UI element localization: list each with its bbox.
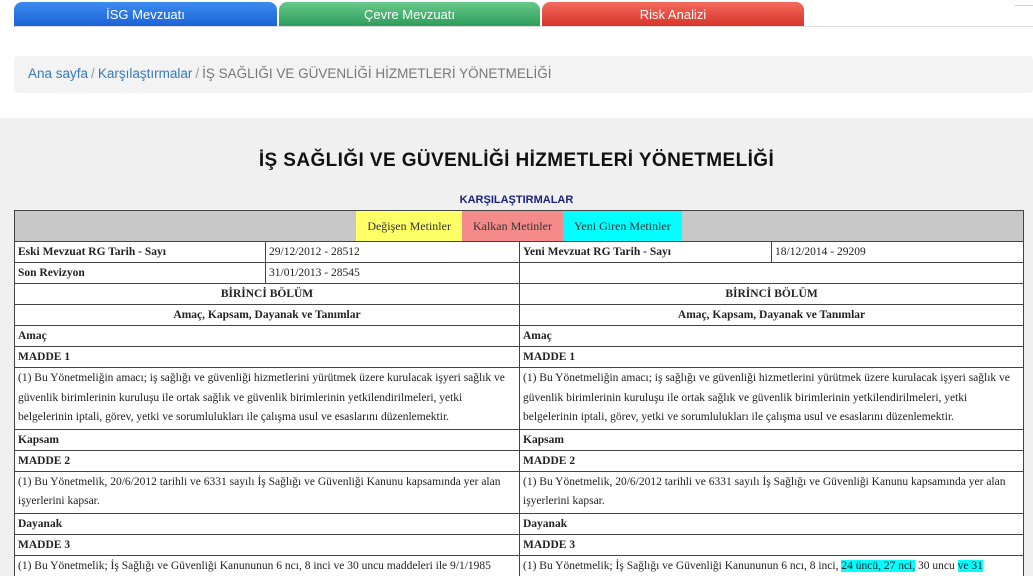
added-text-highlight: ve 31 [957, 559, 983, 572]
comparison-table [14, 210, 1024, 576]
old-chapter: BİRİNCİ BÖLÜM [15, 284, 520, 305]
tab-cevre-mevzuati[interactable]: Çevre Mevzuatı [279, 2, 540, 26]
table-row [15, 242, 1024, 263]
table-row [15, 347, 1024, 368]
new-madde-1-text: (1) Bu Yönetmeliğin amacı; iş sağlığı ve güvenliği hizmetlerini yürütmek üzere kurulacak işyeri sağlık ve güvenlik birimlerinin kuruluşu ile ortak sağlık ve güvenlik birimlerinin yetkilendirilmeleri, yetki belgelerinin iptali, görev, yetki ve sorumlulukları ile çalışma usul ve esaslarını düzenlemektir. [520, 368, 1024, 430]
old-heading-amac: Amaç [15, 326, 520, 347]
table-row [15, 305, 1024, 326]
table-row [15, 263, 1024, 284]
madde-3-text-part: (1) Bu Yönetmelik; İş Sağlığı ve Güvenliği Kanununun 6 ncı, 8 inci, [523, 559, 842, 572]
added-text-highlight: 24 üncü, 27 nci, [841, 559, 916, 572]
breadcrumb-comparisons-link[interactable]: Karşılaştırmalar [97, 66, 193, 81]
top-tabs [14, 2, 1033, 27]
breadcrumb [14, 56, 1033, 93]
new-heading-kapsam: Kapsam [520, 429, 1024, 450]
new-date-label: Yeni Mevzuat RG Tarih - Sayı [520, 242, 772, 263]
breadcrumb-home-link[interactable]: Ana sayfa [28, 66, 89, 81]
new-madde-2-text: (1) Bu Yönetmelik, 20/6/2012 tarihli ve 6331 sayılı İş Sağlığı ve Güvenliği Kanunu kapsamında yer alan işyerlerini kapsar. [520, 471, 1024, 513]
new-heading-dayanak: Dayanak [520, 513, 1024, 534]
new-madde-3: MADDE 3 [520, 534, 1024, 555]
old-chapter-title: Amaç, Kapsam, Dayanak ve Tanımlar [15, 305, 520, 326]
legend-removed: Kalkan Metinler [462, 211, 563, 241]
legend-added: Yeni Giren Metinler [563, 211, 682, 241]
old-heading-kapsam: Kapsam [15, 429, 520, 450]
breadcrumb-current: İŞ SAĞLIĞI VE GÜVENLİĞİ HİZMETLERİ YÖNETMELİĞİ [202, 66, 552, 81]
new-madde-1: MADDE 1 [520, 347, 1024, 368]
legend-changed: Değişen Metinler [356, 211, 462, 241]
top-right-corner [1015, 0, 1033, 6]
breadcrumb-separator: / [91, 66, 95, 81]
revision-label: Son Revizyon [15, 263, 266, 284]
table-row [15, 513, 1024, 534]
table-row [15, 534, 1024, 555]
empty-cell [520, 263, 1024, 284]
old-date-label: Eski Mevzuat RG Tarih - Sayı [15, 242, 266, 263]
new-madde-3-text [520, 555, 1024, 576]
page-title: İŞ SAĞLIĞI VE GÜVENLİĞİ HİZMETLERİ YÖNETMELİĞİ [258, 150, 775, 171]
table-row [15, 555, 1024, 576]
new-chapter-title: Amaç, Kapsam, Dayanak ve Tanımlar [520, 305, 1024, 326]
old-madde-2-text: (1) Bu Yönetmelik, 20/6/2012 tarihli ve 6331 sayılı İş Sağlığı ve Güvenliği Kanunu kapsamında yer alan işyerlerini kapsar. [15, 471, 520, 513]
new-date-value: 18/12/2014 - 29209 [772, 242, 1024, 263]
table-row [15, 326, 1024, 347]
old-date-value: 29/12/2012 - 28512 [266, 242, 520, 263]
old-madde-3: MADDE 3 [15, 534, 520, 555]
table-row [15, 368, 1024, 430]
content-panel [0, 118, 1033, 576]
old-madde-1: MADDE 1 [15, 347, 520, 368]
tab-divider [14, 26, 1033, 27]
new-madde-2: MADDE 2 [520, 450, 1024, 471]
old-madde-2: MADDE 2 [15, 450, 520, 471]
table-row [15, 284, 1024, 305]
new-chapter: BİRİNCİ BÖLÜM [520, 284, 1024, 305]
old-madde-3-text: (1) Bu Yönetmelik; İş Sağlığı ve Güvenliği Kanununun 6 ncı, 8 inci ve 30 uncu maddeleri ile 9/1/1985 [15, 555, 520, 576]
table-row [15, 471, 1024, 513]
revision-value: 31/01/2013 - 28545 [266, 263, 520, 284]
tab-isg-mevzuati[interactable]: İSG Mevzuatı [14, 2, 277, 26]
old-madde-1-text: (1) Bu Yönetmeliğin amacı; iş sağlığı ve güvenliği hizmetlerini yürütmek üzere kurulacak işyeri sağlık ve güvenlik birimlerinin kuruluşu ile ortak sağlık ve güvenlik birimlerinin yetkilendirilmeleri, yetki belgelerinin iptali, görev, yetki ve sorumlulukları ile çalışma usul ve esaslarını düzenlemektir. [15, 368, 520, 430]
breadcrumb-separator: / [195, 66, 200, 81]
madde-3-text-part: 30 uncu [915, 559, 958, 572]
comparisons-subtitle: KARŞILAŞTIRMALAR [459, 194, 574, 206]
table-row [15, 429, 1024, 450]
new-heading-amac: Amaç [520, 326, 1024, 347]
legend-row [15, 211, 1024, 242]
tab-risk-analizi[interactable]: Risk Analizi [542, 2, 804, 26]
table-row [15, 450, 1024, 471]
old-heading-dayanak: Dayanak [15, 513, 520, 534]
